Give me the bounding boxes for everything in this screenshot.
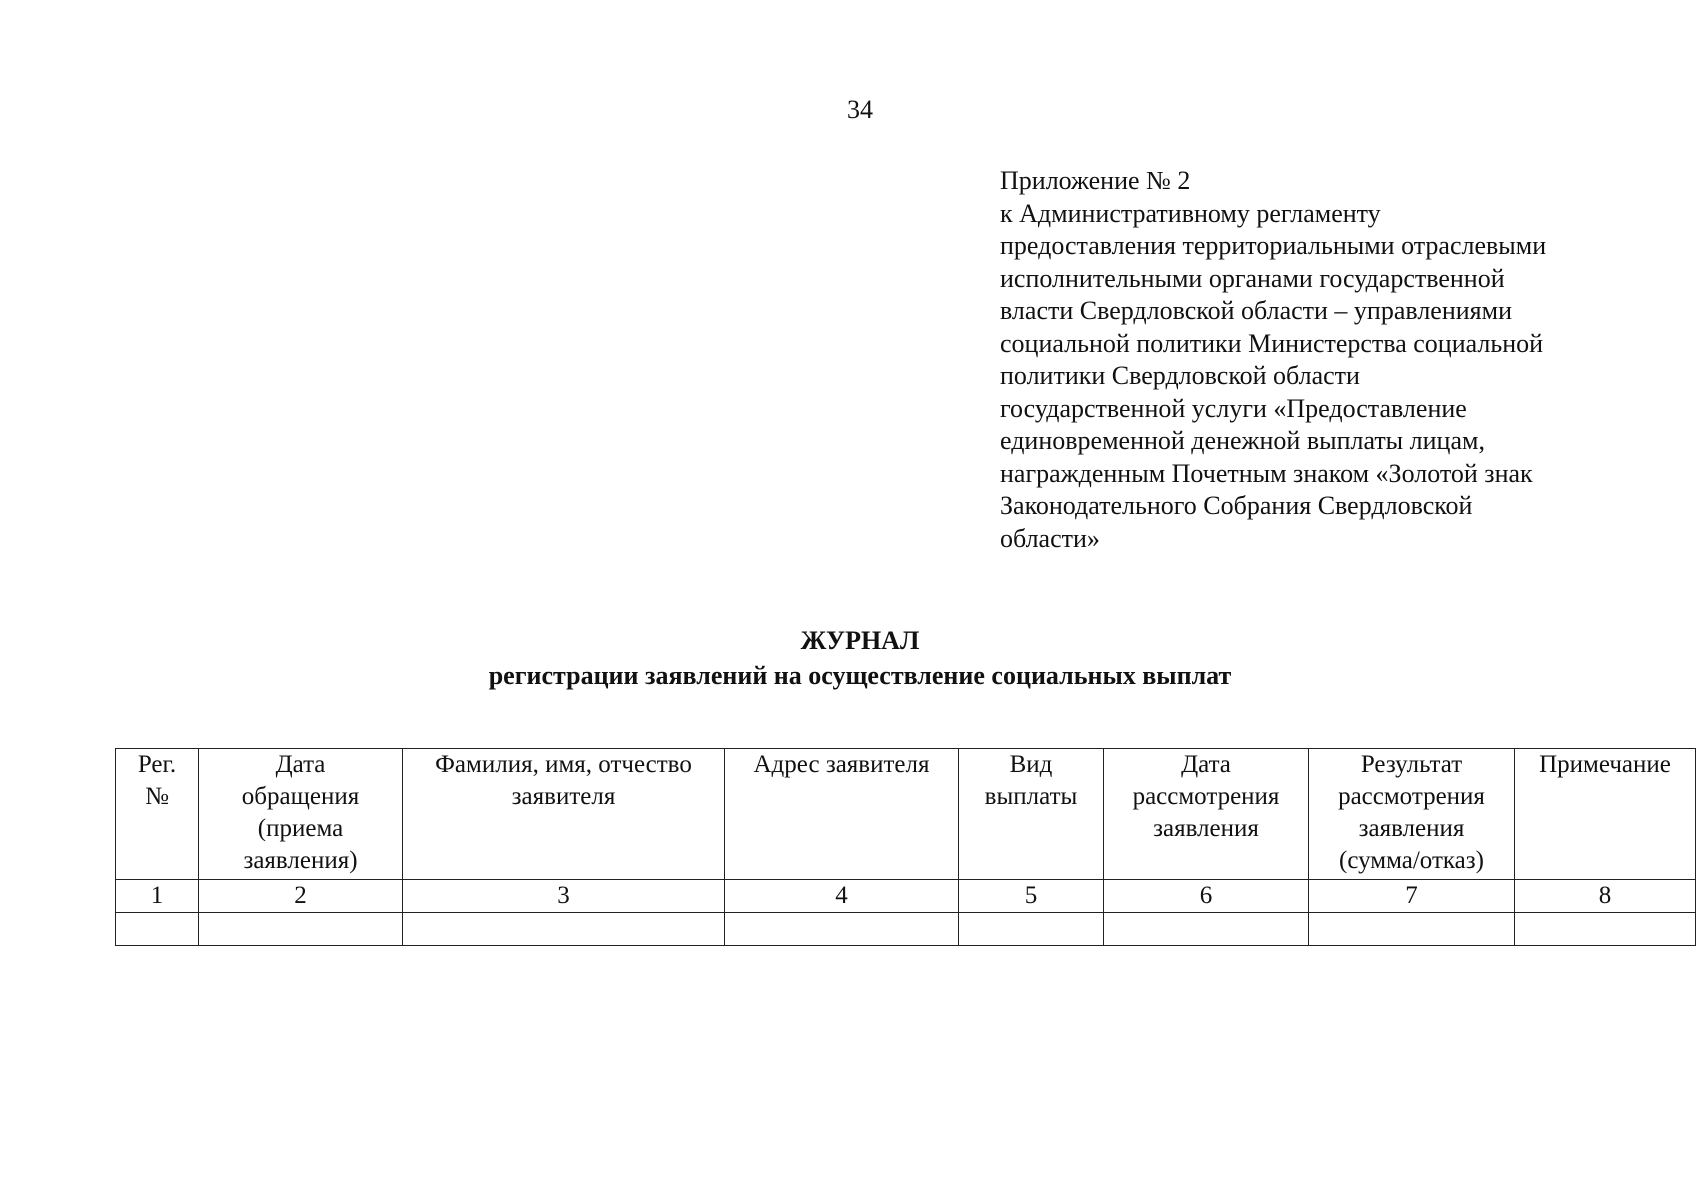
header-applicant-address bbox=[725, 749, 959, 880]
header-reg-number bbox=[116, 749, 199, 880]
header-line: обращения bbox=[241, 783, 360, 810]
empty-cell bbox=[1515, 913, 1696, 946]
header-line: рассмотрения bbox=[1338, 783, 1485, 810]
header-line: заявления) bbox=[243, 847, 358, 874]
appendix-line: награжденным Почетным знаком «Золотой знак bbox=[1000, 458, 1533, 488]
header-line: Примечание bbox=[1539, 751, 1671, 778]
journal-title: ЖУРНАЛ bbox=[800, 626, 920, 655]
empty-cell bbox=[959, 913, 1104, 946]
appendix-line: власти Свердловской области – управлениями bbox=[1000, 296, 1512, 325]
header-note bbox=[1515, 749, 1696, 880]
header-line: Рег. bbox=[137, 751, 177, 778]
appendix-line: социальной политики Министерства социальной bbox=[1000, 328, 1544, 358]
header-line: Дата bbox=[1181, 751, 1231, 778]
empty-cell bbox=[1309, 913, 1515, 946]
column-number: 1 bbox=[116, 880, 199, 913]
header-line: Адрес заявителя bbox=[753, 751, 930, 778]
table-header-row bbox=[116, 749, 1696, 880]
appendix-line: единовременной денежной выплаты лицам, bbox=[1000, 426, 1485, 455]
header-line: Вид bbox=[1009, 751, 1053, 778]
header-review-date bbox=[1104, 749, 1309, 880]
appendix-line: исполнительными органами государственной bbox=[1000, 263, 1505, 293]
empty-cell bbox=[725, 913, 959, 946]
appendix-line: предоставления территориальными отраслевыми bbox=[1000, 231, 1547, 260]
header-line: заявления bbox=[1153, 815, 1259, 842]
header-payment-type bbox=[959, 749, 1104, 880]
column-number: 5 bbox=[959, 880, 1104, 913]
appendix-line: Законодательного Собрания Свердловской bbox=[1000, 491, 1473, 520]
header-review-result bbox=[1309, 749, 1515, 880]
header-line: Дата bbox=[275, 751, 326, 778]
appendix-line: политики Свердловской области bbox=[1000, 361, 1360, 390]
registration-table bbox=[115, 748, 1696, 946]
empty-cell bbox=[116, 913, 199, 946]
empty-cell bbox=[403, 913, 725, 946]
header-line: Фамилия, имя, отчество bbox=[435, 751, 692, 778]
header-line: Результат bbox=[1360, 751, 1463, 778]
column-number: 3 bbox=[403, 880, 725, 913]
column-number: 4 bbox=[725, 880, 959, 913]
journal-subtitle: регистрации заявлений на осуществление социальных выплат bbox=[488, 661, 1232, 690]
empty-entry-row bbox=[116, 913, 1696, 946]
header-applicant-name bbox=[403, 749, 725, 880]
column-number: 2 bbox=[199, 880, 403, 913]
column-number-row bbox=[116, 880, 1696, 913]
empty-cell bbox=[1104, 913, 1309, 946]
header-line: рассмотрения bbox=[1132, 783, 1280, 810]
column-number: 8 bbox=[1515, 880, 1696, 913]
appendix-note bbox=[1000, 165, 1640, 555]
header-line: (приема bbox=[257, 815, 344, 842]
appendix-line: государственной услуги «Предоставление bbox=[1000, 393, 1467, 423]
header-line: выплаты bbox=[984, 783, 1078, 810]
appendix-line: к Административному регламенту bbox=[1000, 198, 1381, 228]
header-line: № bbox=[145, 783, 169, 810]
column-number: 7 bbox=[1309, 880, 1515, 913]
header-line: заявления bbox=[1358, 815, 1465, 842]
appendix-line: Приложение № 2 bbox=[1000, 166, 1191, 195]
header-application-date bbox=[199, 749, 403, 880]
page-number: 34 bbox=[847, 95, 873, 124]
appendix-line: области» bbox=[1000, 523, 1100, 553]
empty-cell bbox=[199, 913, 403, 946]
header-line: заявителя bbox=[511, 783, 616, 810]
column-number: 6 bbox=[1104, 880, 1309, 913]
header-line: (сумма/отказ) bbox=[1339, 847, 1484, 874]
